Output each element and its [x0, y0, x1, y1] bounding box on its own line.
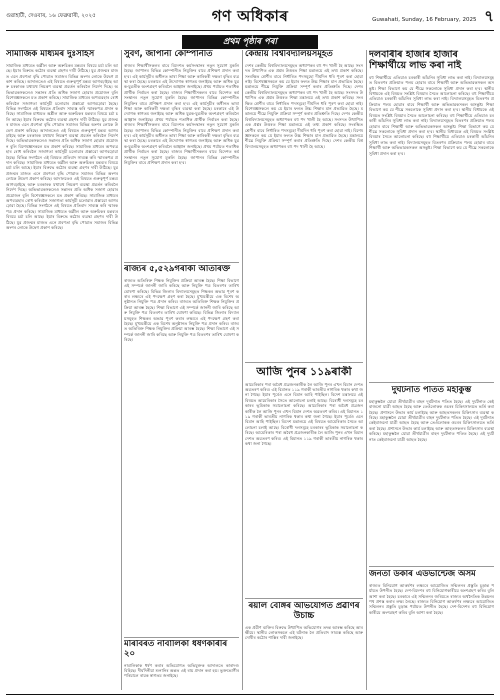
- article-body: এক প্ৰৱীণ ব্যক্তিৰ বিৰুদ্ধে উত্থাপিত অভিযোগৰ তদন্ত আৰম্ভ কৰিছে আৰক্ষীয়ে। স্থানীয় লোকসকলে এই ঘটনাক লৈ প্ৰতিবাদ সাব্যস্ত কৰিছে আৰু দোষীৰ কঠোৰ শাস্তিৰ দাবী জনাইছে।: [245, 624, 363, 641]
- article-body: সামাজিক মাধ্যমত অশ্লীল আৰু অৰুচিকৰ মন্তব্যৰ বিষয়ে চৰ্চা চলি আছে। ইয়াৰ বিৰুদ্ধে কঠোৰ ব্যৱস্থা গ্ৰহণৰ দাবী উঠিছে। যুৱ প্ৰজন্মৰ মাজত এনে প্ৰবণতা বৃদ্ধি পোৱাত সমাজৰ বিভিন্ন অংশৰ লোকে উদ্বেগ প্ৰকাশ কৰিছে। আদালতেও এই বিষয়ত গুৰুত্বপূৰ্ণ মন্তব্য আগবঢ়াইছে আৰু চৰকাৰক যথাযথ নিয়ন্ত্ৰণ ব্যৱস্থা প্ৰৱৰ্তন কৰিবলৈ নিৰ্দেশ দিছে। অভিভাৱকসকলেও সন্তানৰ প্ৰতি অধিক সজাগ হোৱাৰ প্ৰয়োজন বুলি বিশেষজ্ঞসকলে মত প্ৰকাশ কৰিছে। সামাজিক মাধ্যমৰ অপব্যৱহাৰ ৰোধ কৰিবলৈ সজাগতা কাৰ্যসূচী চলোৱাৰ প্ৰস্তাৱো আগবঢ়োৱা হৈছে। বিভিন্ন সংগঠনে এই বিষয়ত প্ৰতিবাদ সাব্যস্ত কৰি স্মাৰকপত্ৰ প্ৰদান কৰিছে। সামাজিক মাধ্যমত অশ্লীল আৰু অৰুচিকৰ মন্তব্যৰ বিষয়ে চৰ্চা চলি আছে। ইয়াৰ বিৰুদ্ধে কঠোৰ ব্যৱস্থা গ্ৰহণৰ দাবী উঠিছে। যুৱ প্ৰজন্মৰ মাজত এনে প্ৰবণতা বৃদ্ধি পোৱাত সমাজৰ বিভিন্ন অংশৰ লোকে উদ্বেগ প্ৰকাশ কৰিছে। আদালতেও এই বিষয়ত গুৰুত্বপূৰ্ণ মন্তব্য আগবঢ়াইছে আৰু চৰকাৰক যথাযথ নিয়ন্ত্ৰণ ব্যৱস্থা প্ৰৱৰ্তন কৰিবলৈ নিৰ্দেশ দিছে। অভিভাৱকসকলেও সন্তানৰ প্ৰতি অধিক সজাগ হোৱাৰ প্ৰয়োজন বুলি বিশেষজ্ঞসকলে মত প্ৰকাশ কৰিছে। সামাজিক মাধ্যমৰ অপব্যৱহাৰ ৰোধ কৰিবলৈ সজাগতা কাৰ্যসূচী চলোৱাৰ প্ৰস্তাৱো আগবঢ়োৱা হৈছে। বিভিন্ন সংগঠনে এই বিষয়ত প্ৰতিবাদ সাব্যস্ত কৰি স্মাৰকপত্ৰ প্ৰদান কৰিছে। সামাজিক মাধ্যমত অশ্লীল আৰু অৰুচিকৰ মন্তব্যৰ বিষয়ে চৰ্চা চলি আছে। ইয়াৰ বিৰুদ্ধে কঠোৰ ব্যৱস্থা গ্ৰহণৰ দাবী উঠিছে। যুৱ প্ৰজন্মৰ মাজত এনে প্ৰবণতা বৃদ্ধি পোৱাত সমাজৰ বিভিন্ন অংশৰ লোকে উদ্বেগ প্ৰকাশ কৰিছে। আদালতেও এই বিষয়ত গুৰুত্বপূৰ্ণ মন্তব্য আগবঢ়াইছে আৰু চৰকাৰক যথাযথ নিয়ন্ত্ৰণ ব্যৱস্থা প্ৰৱৰ্তন কৰিবলৈ নিৰ্দেশ দিছে। অভিভাৱকসকলেও সন্তানৰ প্ৰতি অধিক সজাগ হোৱাৰ প্ৰয়োজন বুলি বিশেষজ্ঞসকলে মত প্ৰকাশ কৰিছে। সামাজিক মাধ্যমৰ অপব্যৱহাৰ ৰোধ কৰিবলৈ সজাগতা কাৰ্যসূচী চলোৱাৰ প্ৰস্তাৱো আগবঢ়োৱা হৈছে। বিভিন্ন সংগঠনে এই বিষয়ত প্ৰতিবাদ সাব্যস্ত কৰি স্মাৰকপত্ৰ প্ৰদান কৰিছে। সামাজিক মাধ্যমত অশ্লীল আৰু অৰুচিকৰ মন্তব্যৰ বিষয়ে চৰ্চা চলি আছে। ইয়াৰ বিৰুদ্ধে কঠোৰ ব্যৱস্থা গ্ৰহণৰ দাবী উঠিছে। যুৱ প্ৰজন্মৰ মাজত এনে প্ৰবণতা বৃদ্ধি পোৱাত সমাজৰ বিভিন্ন অংশৰ লোকে উদ্বেগ প্ৰকাশ কৰিছে।: [6, 62, 118, 230]
- article-allegation: [245, 602, 363, 690]
- article-body: আমেৰিকাৰ পৰা অবৈধ প্ৰব্ৰজনকাৰীক লৈ আজি পুনৰ এখন বিমান দেশত অৱতৰণ কৰিব। এই বিমানত ১১৯ গৰাকী ভাৰতীয় নাগৰিক থকাৰ কথা জনা গৈছে। ইয়াৰ পূৰ্বেও এনে বিমান আহি পাইছিল। বিদেশ মন্ত্ৰালয়ে এই বিষয়ত আমেৰিকাৰ সৈতে আলোচনা চলাই আছে। বিৰোধী দলসমূহে চৰকাৰৰ ভূমিকাক সমালোচনা কৰিছে। আমেৰিকাৰ পৰা অবৈধ প্ৰব্ৰজনকাৰীক লৈ আজি পুনৰ এখন বিমান দেশত অৱতৰণ কৰিব। এই বিমানত ১১৯ গৰাকী ভাৰতীয় নাগৰিক থকাৰ কথা জনা গৈছে। ইয়াৰ পূৰ্বেও এনে বিমান আহি পাইছিল। বিদেশ মন্ত্ৰালয়ে এই বিষয়ত আমেৰিকাৰ সৈতে আলোচনা চলাই আছে। বিৰোধী দলসমূহে চৰকাৰৰ ভূমিকাক সমালোচনা কৰিছে। আমেৰিকাৰ পৰা অবৈধ প্ৰব্ৰজনকাৰীক লৈ আজি পুনৰ এখন বিমান দেশত অৱতৰণ কৰিব। এই বিমানত ১১৯ গৰাকী ভাৰতীয় নাগৰিক থকাৰ কথা জনা গৈছে।: [245, 381, 363, 447]
- article-court-verdict: [124, 640, 239, 690]
- bottom-rule: [6, 694, 494, 695]
- article-headline: মৰিবিৰত নাবালিকা ধৰ্ষণকাৰীৰ ২০: [124, 640, 228, 659]
- article-body: ৰাজ্যত বিনিয়োগ আকৰ্ষণৰ লক্ষ্যৰে আয়োজিত সন্মিলনৰ প্ৰস্তুতি চূড়ান্ত পৰ্যায়ত উপনীত হৈছে। দেশ-বিদেশৰ বহু বিনিয়োগকাৰীয়ে অংশগ্ৰহণ কৰিব বুলি আশা কৰা হৈছে। চৰকাৰে এই সন্মিলনৰ জৰিয়তে ৰাজ্যৰ অৰ্থনৈতিক উন্নয়নৰ পথ প্ৰশস্ত কৰাৰ লক্ষ্য লৈছে। ৰাজ্যত বিনিয়োগ আকৰ্ষণৰ লক্ষ্যৰে আয়োজিত সন্মিলনৰ প্ৰস্তুতি চূড়ান্ত পৰ্যায়ত উপনীত হৈছে। দেশ-বিদেশৰ বহু বিনিয়োগকাৰীয়ে অংশগ্ৰহণ কৰিব বুলি আশা কৰা হৈছে।: [369, 582, 494, 615]
- article-body: নাবালিকাক ধৰ্ষণ কৰাৰ অভিযোগত অভিযুক্তক আদালতে কাৰাদণ্ড বিহিছে। দীৰ্ঘদিনীয়া শুনানিৰ অন্তত এই ৰায় প্ৰদান কৰা হয়। ভুক্তভোগীৰ পৰিয়ালে ৰায়ক স্বাগতম জনাইছে।: [124, 662, 239, 679]
- article-students-benefit: [369, 50, 494, 380]
- column-divider: [366, 50, 367, 690]
- article-body: দেশৰ কেন্দ্ৰীয় বিশ্ববিদ্যালয়সমূহত অধ্যাপকৰ বহু পদ খালী হৈ আছে। সংসদত উত্থাপিত এক প্ৰশ্নৰ উত্তৰত শিক্ষা মন্ত্ৰালয়ে এই তথ্য প্ৰকাশ কৰিছে। সংৰক্ষিত শ্ৰেণীৰ বাবে নিৰ্ধাৰিত পদসমূহো দীৰ্ঘদিন ধৰি পূৰণ কৰা হোৱা নাই। বিশেষজ্ঞসকলে কয় যে ইয়াৰ ফলত উচ্চ শিক্ষাৰ মান প্ৰভাৱিত হৈছে। মন্ত্ৰালয়ে শীঘ্ৰে নিযুক্তি প্ৰক্ৰিয়া সম্পূৰ্ণ কৰাৰ প্ৰতিশ্ৰুতি দিছে। দেশৰ কেন্দ্ৰীয় বিশ্ববিদ্যালয়সমূহত অধ্যাপকৰ বহু পদ খালী হৈ আছে। সংসদত উত্থাপিত এক প্ৰশ্নৰ উত্তৰত শিক্ষা মন্ত্ৰালয়ে এই তথ্য প্ৰকাশ কৰিছে। সংৰক্ষিত শ্ৰেণীৰ বাবে নিৰ্ধাৰিত পদসমূহো দীৰ্ঘদিন ধৰি পূৰণ কৰা হোৱা নাই। বিশেষজ্ঞসকলে কয় যে ইয়াৰ ফলত উচ্চ শিক্ষাৰ মান প্ৰভাৱিত হৈছে। মন্ত্ৰালয়ে শীঘ্ৰে নিযুক্তি প্ৰক্ৰিয়া সম্পূৰ্ণ কৰাৰ প্ৰতিশ্ৰুতি দিছে। দেশৰ কেন্দ্ৰীয় বিশ্ববিদ্যালয়সমূহত অধ্যাপকৰ বহু পদ খালী হৈ আছে। সংসদত উত্থাপিত এক প্ৰশ্নৰ উত্তৰত শিক্ষা মন্ত্ৰালয়ে এই তথ্য প্ৰকাশ কৰিছে। সংৰক্ষিত শ্ৰেণীৰ বাবে নিৰ্ধাৰিত পদসমূহো দীৰ্ঘদিন ধৰি পূৰণ কৰা হোৱা নাই। বিশেষজ্ঞসকলে কয় যে ইয়াৰ ফলত উচ্চ শিক্ষাৰ মান প্ৰভাৱিত হৈছে। মন্ত্ৰালয়ে শীঘ্ৰে নিযুক্তি প্ৰক্ৰিয়া সম্পূৰ্ণ কৰাৰ প্ৰতিশ্ৰুতি দিছে। দেশৰ কেন্দ্ৰীয় বিশ্ববিদ্যালয়সমূহত অধ্যাপকৰ বহু পদ খালী হৈ আছে।: [245, 62, 363, 149]
- masthead: গণ অধিকাৰ: [211, 6, 289, 25]
- article-kumbh-accident: [369, 386, 494, 564]
- article-central-universities: [245, 50, 363, 360]
- column-divider: [242, 50, 243, 690]
- row-divider: [124, 262, 239, 263]
- article-body: ৰাজ্যত অতিৰিক্ত শিক্ষক নিযুক্তিৰ প্ৰক্ৰিয়া আৰম্ভ হৈছে। শিক্ষা বিভাগে এই সম্পৰ্কে জাননী জাৰি কৰিছে আৰু নিযুক্তি পত্ৰ বিতৰণৰ তাৰিখ ঘোষণা কৰিছে। বিভিন্ন জিলাৰ বিদ্যালয়সমূহত শিক্ষকৰ অভাৱ পূৰণ কৰাৰ লক্ষ্যৰে এই পদক্ষেপ গ্ৰহণ কৰা হৈছে। মুখ্যমন্ত্ৰীয়ে এক বিশেষ অনুষ্ঠানত নিযুক্তি পত্ৰ প্ৰদান কৰিব। ৰাজ্যত অতিৰিক্ত শিক্ষক নিযুক্তিৰ প্ৰক্ৰিয়া আৰম্ভ হৈছে। শিক্ষা বিভাগে এই সম্পৰ্কে জাননী জাৰি কৰিছে আৰু নিযুক্তি পত্ৰ বিতৰণৰ তাৰিখ ঘোষণা কৰিছে। বিভিন্ন জিলাৰ বিদ্যালয়সমূহত শিক্ষকৰ অভাৱ পূৰণ কৰাৰ লক্ষ্যৰে এই পদক্ষেপ গ্ৰহণ কৰা হৈছে। মুখ্যমন্ত্ৰীয়ে এক বিশেষ অনুষ্ঠানত নিযুক্তি পত্ৰ প্ৰদান কৰিব। ৰাজ্যত অতিৰিক্ত শিক্ষক নিযুক্তিৰ প্ৰক্ৰিয়া আৰম্ভ হৈছে। শিক্ষা বিভাগে এই সম্পৰ্কে জাননী জাৰি কৰিছে আৰু নিযুক্তি পত্ৰ বিতৰণৰ তাৰিখ ঘোষণা কৰিছে।: [124, 277, 239, 343]
- article-headline: জনতা ডকাৰ এডভান্টেজ অসম: [369, 570, 476, 579]
- article-body: মহাকুম্ভলৈ যোৱা তীৰ্থযাত্ৰীৰ বাহন দুৰ্ঘটনাত পতিত হৈছে। এই দুৰ্ঘটনাত কেইবাজনো যাত্ৰী আহত হৈছে আৰু তেওঁলোকক ওচৰৰ চিকিৎসালয়ত ভৰ্তি কৰা হৈছে। প্ৰশাসনে উদ্ধাৰ কাৰ্য চলাইছে আৰু আহতসকলৰ চিকিৎসাৰ ব্যৱস্থা কৰিছে। মহাকুম্ভলৈ যোৱা তীৰ্থযাত্ৰীৰ বাহন দুৰ্ঘটনাত পতিত হৈছে। এই দুৰ্ঘটনাত কেইবাজনো যাত্ৰী আহত হৈছে আৰু তেওঁলোকক ওচৰৰ চিকিৎসালয়ত ভৰ্তি কৰা হৈছে। প্ৰশাসনে উদ্ধাৰ কাৰ্য চলাইছে আৰু আহতসকলৰ চিকিৎসাৰ ব্যৱস্থা কৰিছে। মহাকুম্ভলৈ যোৱা তীৰ্থযাত্ৰীৰ বাহন দুৰ্ঘটনাত পতিত হৈছে। এই দুৰ্ঘটনাত কেইবাজনো যাত্ৰী আহত হৈছে।: [369, 398, 494, 442]
- date-left: গুৱাহাটী, দেওবাৰ, ১৬ ফেব্ৰুৱাৰী, ২০২৫: [6, 13, 96, 19]
- row-divider: [369, 566, 494, 567]
- page-number: ৭: [484, 6, 494, 25]
- date-right: [324, 5, 494, 30]
- article-advantage-assam: [369, 570, 494, 690]
- row-divider: [245, 598, 363, 599]
- row-divider: [369, 382, 494, 383]
- article-body: বহু শিক্ষাৰ্থীয়ে এতিয়াও চৰকাৰী আঁচনিৰ সুবিধা লাভ কৰা নাই। বিদ্যালয়সমূহত বিতৰণৰ প্ৰক্ৰিয়াত পলম হোৱাৰ বাবে শিক্ষাৰ্থী আৰু অভিভাৱকসকল অসন্তুষ্ট। শিক্ষা বিভাগে কয় যে শীঘ্ৰে সকলোকে সুবিধা প্ৰদান কৰা হ'ব। স্থানীয় বিধায়কে এই বিষয়ত সংশ্লিষ্ট বিষয়াৰ সৈতে আলোচনা কৰিছে। বহু শিক্ষাৰ্থীয়ে এতিয়াও চৰকাৰী আঁচনিৰ সুবিধা লাভ কৰা নাই। বিদ্যালয়সমূহত বিতৰণৰ প্ৰক্ৰিয়াত পলম হোৱাৰ বাবে শিক্ষাৰ্থী আৰু অভিভাৱকসকল অসন্তুষ্ট। শিক্ষা বিভাগে কয় যে শীঘ্ৰে সকলোকে সুবিধা প্ৰদান কৰা হ'ব। স্থানীয় বিধায়কে এই বিষয়ত সংশ্লিষ্ট বিষয়াৰ সৈতে আলোচনা কৰিছে। বহু শিক্ষাৰ্থীয়ে এতিয়াও চৰকাৰী আঁচনিৰ সুবিধা লাভ কৰা নাই। বিদ্যালয়সমূহত বিতৰণৰ প্ৰক্ৰিয়াত পলম হোৱাৰ বাবে শিক্ষাৰ্থী আৰু অভিভাৱকসকল অসন্তুষ্ট। শিক্ষা বিভাগে কয় যে শীঘ্ৰে সকলোকে সুবিধা প্ৰদান কৰা হ'ব। স্থানীয় বিধায়কে এই বিষয়ত সংশ্লিষ্ট বিষয়াৰ সৈতে আলোচনা কৰিছে। বহু শিক্ষাৰ্থীয়ে এতিয়াও চৰকাৰী আঁচনিৰ সুবিধা লাভ কৰা নাই। বিদ্যালয়সমূহত বিতৰণৰ প্ৰক্ৰিয়াত পলম হোৱাৰ বাবে শিক্ষাৰ্থী আৰু অভিভাৱকসকল অসন্তুষ্ট। শিক্ষা বিভাগে কয় যে শীঘ্ৰে সকলোকে সুবিধা প্ৰদান কৰা হ'ব।: [369, 74, 494, 156]
- article-extra-teachers: [124, 265, 239, 635]
- article-headline: আজি পুনৰ ১১৯ৰাকী: [256, 366, 352, 378]
- article-headline: ৰয়াল বেঙ্গিৰ অভিযোগত প্ৰৱীণৰ উচাচ্চ: [248, 602, 360, 621]
- article-headline: ৰাজ্যৰ ৫,৫২৯গৰাকী অতিৰিক্ত: [124, 265, 231, 274]
- section-banner: প্ৰথম পৃষ্ঠাৰ পৰা: [182, 35, 318, 49]
- column-divider: [121, 50, 122, 690]
- date-right-text: Guwahati, Sunday, 16 February, 2025: [372, 16, 477, 23]
- header-bar: [6, 4, 494, 31]
- article-social-media: [6, 50, 118, 690]
- article-headline: সুবৰ্ণ, জাপানী কোম্পানীত: [124, 50, 213, 59]
- article-headline: দলবাৰীৰ হাজাৰ হাজাৰ শিক্ষাৰ্থীয়ে লাভ কৰা নাই: [369, 50, 462, 71]
- article-japan-company: [124, 50, 239, 260]
- article-deportees: [245, 366, 363, 596]
- row-divider: [124, 637, 239, 638]
- article-body: ৰাজ্যৰ শিক্ষাৰ্থীসকলৰ বাবে বিদেশত কৰ্মসংস্থানৰ নতুন সুযোগ মুকলি হৈছে। জাপানৰ বিভিন্ন কোম্পানীত নিযুক্তিৰ বাবে প্ৰশিক্ষণ প্ৰদান কৰা হ'ব। এই কাৰ্যসূচীৰ অধীনত ভাষা শিক্ষা আৰু কাৰিকৰী দক্ষতা বৃদ্ধিৰ ব্যৱস্থা কৰা হৈছে। চৰকাৰে এই উদ্যোগক স্বাগতম জনাইছে আৰু অধিক যুৱক-যুৱতীক অংশগ্ৰহণ কৰিবলৈ আহ্বান জনাইছে। প্ৰথম পৰ্যায়ত শতাধিক প্ৰাৰ্থীক নিৰ্বাচন কৰা হৈছে। ৰাজ্যৰ শিক্ষাৰ্থীসকলৰ বাবে বিদেশত কৰ্মসংস্থানৰ নতুন সুযোগ মুকলি হৈছে। জাপানৰ বিভিন্ন কোম্পানীত নিযুক্তিৰ বাবে প্ৰশিক্ষণ প্ৰদান কৰা হ'ব। এই কাৰ্যসূচীৰ অধীনত ভাষা শিক্ষা আৰু কাৰিকৰী দক্ষতা বৃদ্ধিৰ ব্যৱস্থা কৰা হৈছে। চৰকাৰে এই উদ্যোগক স্বাগতম জনাইছে আৰু অধিক যুৱক-যুৱতীক অংশগ্ৰহণ কৰিবলৈ আহ্বান জনাইছে। প্ৰথম পৰ্যায়ত শতাধিক প্ৰাৰ্থীক নিৰ্বাচন কৰা হৈছে। ৰাজ্যৰ শিক্ষাৰ্থীসকলৰ বাবে বিদেশত কৰ্মসংস্থানৰ নতুন সুযোগ মুকলি হৈছে। জাপানৰ বিভিন্ন কোম্পানীত নিযুক্তিৰ বাবে প্ৰশিক্ষণ প্ৰদান কৰা হ'ব। এই কাৰ্যসূচীৰ অধীনত ভাষা শিক্ষা আৰু কাৰিকৰী দক্ষতা বৃদ্ধিৰ ব্যৱস্থা কৰা হৈছে। চৰকাৰে এই উদ্যোগক স্বাগতম জনাইছে আৰু অধিক যুৱক-যুৱতীক অংশগ্ৰহণ কৰিবলৈ আহ্বান জনাইছে। প্ৰথম পৰ্যায়ত শতাধিক প্ৰাৰ্থীক নিৰ্বাচন কৰা হৈছে। ৰাজ্যৰ শিক্ষাৰ্থীসকলৰ বাবে বিদেশত কৰ্মসংস্থানৰ নতুন সুযোগ মুকলি হৈছে। জাপানৰ বিভিন্ন কোম্পানীত নিযুক্তিৰ বাবে প্ৰশিক্ষণ প্ৰদান কৰা হ'ব।: [124, 62, 239, 166]
- article-headline: দুৰ্ঘটনাত পতিত মহাকুম্ভ: [391, 386, 472, 395]
- article-headline: কেন্দ্ৰীয় বিশ্ববিদ্যালয়সমূহত: [245, 50, 333, 59]
- article-headline: সামাজিক মাধ্যমৰ দুঃসাহস: [6, 50, 95, 59]
- row-divider: [245, 362, 363, 363]
